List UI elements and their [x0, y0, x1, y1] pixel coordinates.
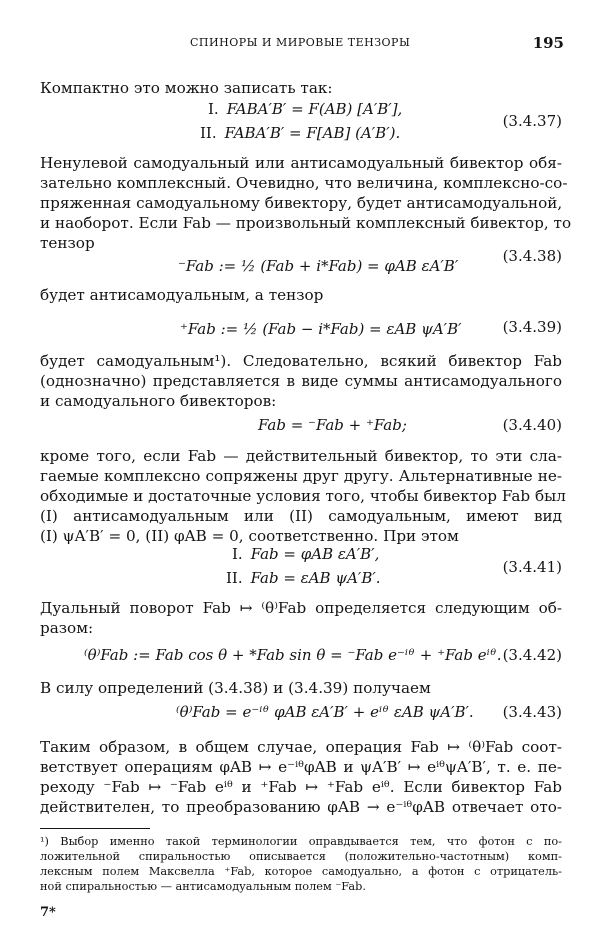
equation-number: (3.4.38)	[502, 247, 562, 265]
text-line: Таким образом, в общем случае, операция Fab ↦ ⁽θ⁾Fab соот-	[40, 738, 562, 756]
text-line: (I) ψA′B′ = 0, (II) φAB = 0, соответственно. При этом	[40, 527, 459, 545]
text-line: В силу определений (3.4.38) и (3.4.39) получаем	[40, 679, 431, 697]
equation-3-4-41-row-1: I. Fab = φAB εA′B′,	[232, 545, 380, 563]
text-line: пряженная самодуальному бивектору, будет антисамодуальной,	[40, 194, 563, 212]
equation-number: (3.4.42)	[502, 646, 562, 664]
equation-3-4-39: ⁺Fab := ½ (Fab − i*Fab) = εAB ψA′B′	[180, 320, 462, 338]
equation-3-4-40: Fab = ⁻Fab + ⁺Fab;	[258, 416, 407, 434]
equation-number: (3.4.43)	[502, 703, 562, 721]
equation-3-4-41-row-2: II. Fab = εAB ψA′B′.	[226, 569, 381, 587]
equation-3-4-38: ⁻Fab := ½ (Fab + i*Fab) = φAB εA′B′	[178, 257, 459, 275]
text-line: (однозначно) представляется в виде суммы антисамодуального	[40, 372, 562, 390]
footnote-divider	[40, 828, 150, 829]
text-line: реходу ⁻Fab ↦ ⁻Fab eⁱᶿ и ⁺Fab ↦ ⁺Fab eⁱᶿ. Если бивектор Fab	[40, 778, 562, 796]
equation-number: (3.4.40)	[502, 416, 562, 434]
signature-mark: 7*	[40, 905, 56, 920]
text-line: и наоборот. Если Fab — произвольный комплексный бивектор, то	[40, 214, 572, 232]
text-line: зательно комплексный. Очевидно, что величина, комплексно-со-	[40, 174, 568, 192]
footnote-line: ной спиральностью — антисамодуальным полем ⁻Fab.	[40, 880, 366, 893]
running-title: СПИНОРЫ И МИРОВЫЕ ТЕНЗОРЫ	[190, 36, 411, 49]
equation-3-4-37-row-2: II. FABA′B′ = F[AB] (A′B′).	[200, 124, 401, 142]
text-line: будет антисамодуальным, а тензор	[40, 286, 324, 304]
text-line: Ненулевой самодуальный или антисамодуальный бивектор обя-	[40, 154, 562, 172]
footnote-line: лексным полем Максвелла ⁺Fab, которое самодуально, а фотон с отрицатель-	[40, 865, 562, 878]
text-line: гаемые комплексно сопряжены друг другу. Альтернативные не-	[40, 467, 562, 485]
equation-number: (3.4.37)	[502, 112, 562, 130]
text-line: Дуальный поворот Fab ↦ ⁽θ⁾Fab определяется следующим об-	[40, 599, 562, 617]
equation-number: (3.4.39)	[502, 318, 562, 336]
text-line: Компактно это можно записать так:	[40, 79, 333, 97]
text-line: (I) антисамодуальным или (II) самодуальным, имеют вид	[40, 507, 562, 525]
text-line: действителен, то преобразованию φAB → e⁻ⁱᶿφAB отвечает ото-	[40, 798, 562, 816]
text-line: разом:	[40, 619, 94, 637]
text-line: обходимые и достаточные условия того, чтобы бивектор Fab был	[40, 487, 566, 505]
text-line: ветствует операциям φAB ↦ e⁻ⁱᶿφAB и ψA′B′ ↦ eⁱᶿψA′B′, т. е. пе-	[40, 758, 562, 776]
footnote-line: ¹) Выбор именно такой терминологии оправдывается тем, что фотон с по-	[40, 835, 562, 848]
equation-number: (3.4.41)	[502, 558, 562, 576]
page-number: 195	[532, 34, 564, 52]
equation-3-4-42: ⁽θ⁾Fab := Fab cos θ + *Fab sin θ = ⁻Fab e⁻ⁱᶿ + ⁺Fab eⁱᶿ.	[84, 646, 502, 664]
footnote-line: ложительной спиральностью описывается (положительно-частотным) комп-	[40, 850, 562, 863]
text-line: и самодуального бивекторов:	[40, 392, 277, 410]
equation-3-4-43: ⁽θ⁾Fab = e⁻ⁱᶿ φAB εA′B′ + eⁱᶿ εAB ψA′B′.	[176, 703, 474, 721]
equation-3-4-37-row-1: I. FABA′B′ = F(AB) [A′B′],	[208, 100, 403, 118]
text-line: кроме того, если Fab — действительный бивектор, то эти сла-	[40, 447, 562, 465]
text-line: будет самодуальным¹). Следовательно, всякий бивектор Fab	[40, 352, 562, 370]
page-header	[40, 36, 564, 56]
text-line: тензор	[40, 234, 95, 252]
